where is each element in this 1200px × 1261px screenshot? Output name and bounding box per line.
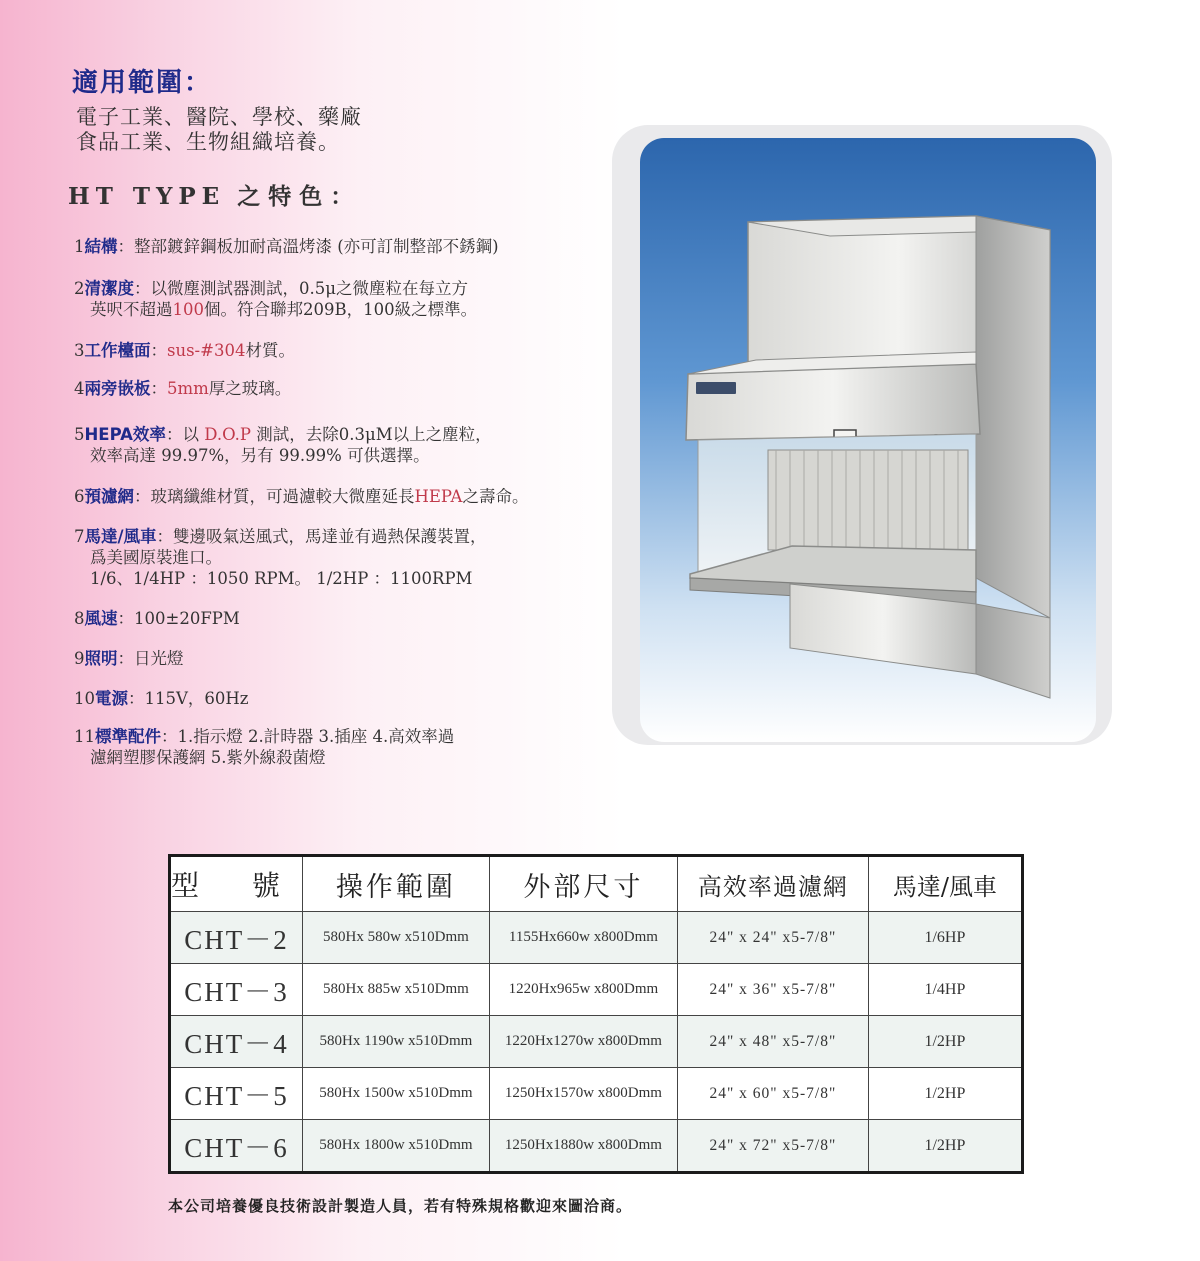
feature-text: ：以微塵測試器測試，0.5μ之微塵粒在每立方 bbox=[134, 279, 468, 298]
feature-item bbox=[74, 340, 295, 361]
cell-model: CHT－3 bbox=[170, 964, 303, 1016]
feature-text: ：1.指示燈 2.計時器 3.插座 4.高效率過 bbox=[161, 727, 455, 746]
feature-label: 工作檯面 bbox=[84, 341, 151, 360]
header-working-area: 操作範圍 bbox=[302, 856, 489, 912]
feature-text: ：115V，60Hz bbox=[128, 689, 249, 708]
cell-working-area: 580Hx 1190w x510Dmm bbox=[302, 1016, 489, 1068]
feature-text-continued: 個。符合聯邦209B，100級之標準。 bbox=[204, 300, 478, 319]
clean-bench-illustration bbox=[640, 138, 1096, 742]
table-row bbox=[170, 1120, 1023, 1173]
feature-text-continued: 英呎不超過 bbox=[90, 300, 173, 319]
cell-working-area: 580Hx 580w x510Dmm bbox=[302, 912, 489, 964]
feature-item bbox=[74, 688, 249, 709]
feature-number: 11 bbox=[74, 727, 95, 746]
feature-text: ： bbox=[150, 341, 167, 360]
table-row bbox=[170, 1016, 1023, 1068]
cell-motor: 1/2HP bbox=[868, 1068, 1022, 1120]
cell-external-size: 1220Hx1270w x800Dmm bbox=[489, 1016, 677, 1068]
feature-label: 電源 bbox=[95, 689, 128, 708]
feature-label: 結構 bbox=[84, 237, 118, 256]
feature-text-continued: 100 bbox=[172, 300, 204, 319]
cell-external-size: 1220Hx965w x800Dmm bbox=[489, 964, 677, 1016]
cell-motor: 1/2HP bbox=[868, 1016, 1022, 1068]
scope-lines bbox=[76, 105, 362, 155]
header-external-size: 外部尺寸 bbox=[489, 856, 677, 912]
product-photo bbox=[640, 138, 1096, 742]
feature-text: HEPA bbox=[414, 487, 463, 506]
table-header-row bbox=[170, 856, 1023, 912]
cell-external-size: 1155Hx660w x800Dmm bbox=[489, 912, 677, 964]
header-model: 型 號 bbox=[170, 856, 303, 912]
feature-label: 清潔度 bbox=[84, 279, 134, 298]
header-motor: 馬達/風車 bbox=[868, 856, 1022, 912]
cell-hepa-filter: 24" x 36" x5-7/8" bbox=[677, 964, 868, 1016]
cell-working-area: 580Hx 885w x510Dmm bbox=[302, 964, 489, 1016]
feature-number: 7 bbox=[74, 527, 85, 546]
cell-motor: 1/4HP bbox=[868, 964, 1022, 1016]
feature-rpm-line: 1/6、1/4HP ：1050 RPM。 1/2HP ：1100RPM bbox=[90, 569, 473, 588]
feature-text: ：整部鍍鋅鋼板加耐高溫烤漆 (亦可訂制整部不銹鋼) bbox=[117, 237, 499, 256]
features-heading-name: HT TYPE bbox=[68, 183, 226, 210]
feature-text: ：以 bbox=[165, 425, 205, 444]
feature-text: ：玻璃纖維材質，可過濾較大微塵延長 bbox=[134, 487, 415, 506]
cell-motor: 1/6HP bbox=[868, 912, 1022, 964]
feature-item bbox=[74, 726, 454, 768]
feature-text: ：雙邊吸氣送風式，馬達並有過熱保護裝置， bbox=[156, 527, 487, 546]
feature-text: 材質。 bbox=[245, 341, 295, 360]
cell-hepa-filter: 24" x 24" x5-7/8" bbox=[677, 912, 868, 964]
feature-number: 9 bbox=[74, 649, 85, 668]
feature-label: 馬達/風車 bbox=[84, 527, 157, 546]
table-body bbox=[170, 912, 1023, 1173]
cell-model: CHT－6 bbox=[170, 1120, 303, 1173]
scope-line: 電子工業、醫院、學校、藥廠 bbox=[76, 105, 362, 129]
scope-line: 食品工業、生物組織培養。 bbox=[76, 130, 340, 154]
feature-text: ：日光燈 bbox=[117, 649, 184, 668]
feature-item bbox=[74, 278, 477, 320]
cell-working-area: 580Hx 1800w x510Dmm bbox=[302, 1120, 489, 1173]
feature-label: 照明 bbox=[84, 649, 118, 668]
cell-model: CHT－2 bbox=[170, 912, 303, 964]
footer-note: 本公司培養優良技術設計製造人員，若有特殊規格歡迎來圖洽商。 bbox=[168, 1197, 633, 1215]
feature-text: 之壽命。 bbox=[462, 487, 529, 506]
feature-number: 10 bbox=[74, 689, 95, 708]
feature-text: 測試，去除0.3μM以上之塵粒， bbox=[250, 425, 492, 444]
table-row bbox=[170, 912, 1023, 964]
cell-model: CHT－4 bbox=[170, 1016, 303, 1068]
table-row bbox=[170, 964, 1023, 1016]
feature-item bbox=[74, 424, 492, 466]
feature-number: 5 bbox=[74, 425, 85, 444]
cell-model: CHT－5 bbox=[170, 1068, 303, 1120]
feature-label: 兩旁嵌板 bbox=[84, 379, 151, 398]
features-heading-suffix: 之特色： bbox=[237, 183, 362, 210]
feature-item bbox=[74, 526, 487, 589]
feature-item bbox=[74, 378, 291, 399]
feature-text: ：100±20FPM bbox=[117, 609, 240, 628]
cell-external-size: 1250Hx1880w x800Dmm bbox=[489, 1120, 677, 1173]
feature-text: ： bbox=[150, 379, 167, 398]
cell-hepa-filter: 24" x 72" x5-7/8" bbox=[677, 1120, 868, 1173]
table-row bbox=[170, 1068, 1023, 1120]
feature-number: 4 bbox=[74, 379, 85, 398]
feature-label: 預濾網 bbox=[84, 487, 134, 506]
feature-text: D.O.P bbox=[204, 425, 251, 444]
feature-item bbox=[74, 608, 240, 629]
feature-text-continued: 濾網塑膠保護網 5.紫外線殺菌燈 bbox=[90, 748, 326, 767]
feature-text-continued: 爲美國原裝進口。 bbox=[90, 548, 222, 567]
spec-table bbox=[168, 854, 1024, 1174]
features-heading bbox=[68, 178, 361, 211]
feature-text-continued: 效率高達 99.97%，另有 99.99% 可供選擇。 bbox=[90, 446, 430, 465]
feature-item bbox=[74, 486, 528, 507]
cell-hepa-filter: 24" x 48" x5-7/8" bbox=[677, 1016, 868, 1068]
feature-number: 2 bbox=[74, 279, 85, 298]
scope-title: 適用範圍： bbox=[72, 68, 213, 98]
feature-number: 3 bbox=[74, 341, 85, 360]
cell-working-area: 580Hx 1500w x510Dmm bbox=[302, 1068, 489, 1120]
header-hepa-filter: 高效率過濾網 bbox=[677, 856, 868, 912]
feature-text: 厚之玻璃。 bbox=[208, 379, 292, 398]
feature-number: 8 bbox=[74, 609, 85, 628]
feature-label: 風速 bbox=[84, 609, 118, 628]
cell-motor: 1/2HP bbox=[868, 1120, 1022, 1173]
feature-text: 5mm bbox=[167, 379, 209, 398]
cell-external-size: 1250Hx1570w x800Dmm bbox=[489, 1068, 677, 1120]
feature-item bbox=[74, 236, 499, 257]
feature-item bbox=[74, 648, 184, 669]
feature-label: 標準配件 bbox=[95, 727, 161, 746]
cell-hepa-filter: 24" x 60" x5-7/8" bbox=[677, 1068, 868, 1120]
feature-number: 6 bbox=[74, 487, 85, 506]
feature-number: 1 bbox=[74, 237, 85, 256]
feature-text: sus-#304 bbox=[167, 341, 246, 360]
feature-label: HEPA效率 bbox=[84, 425, 166, 444]
